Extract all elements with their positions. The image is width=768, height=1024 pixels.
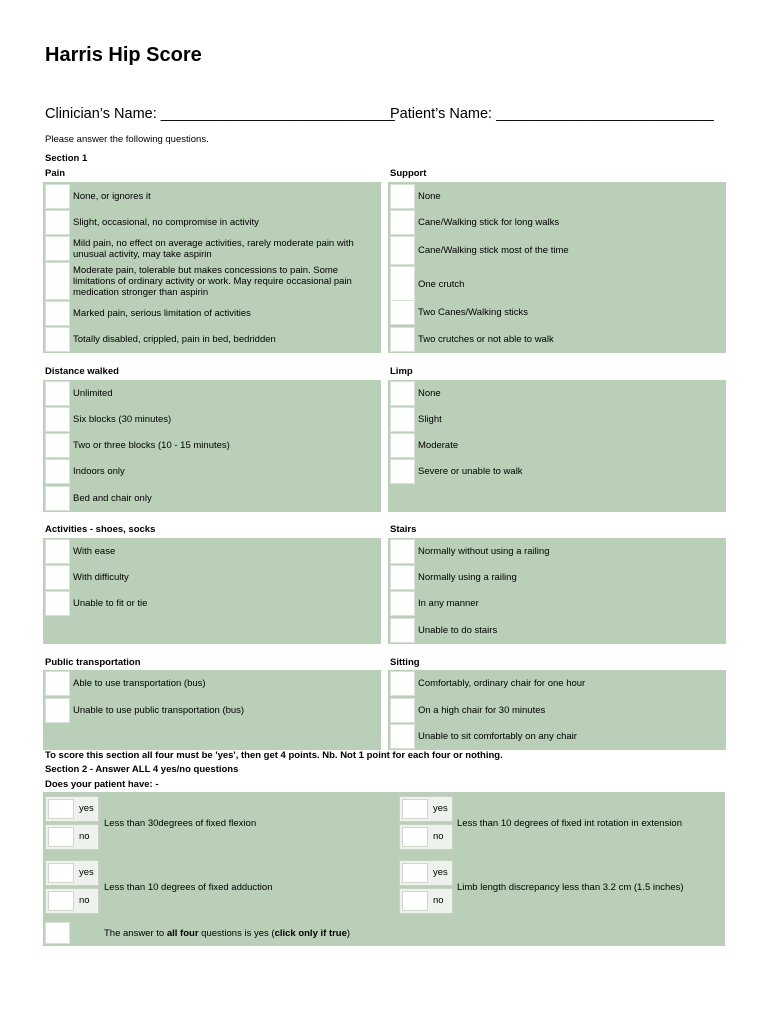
q3-no-option: [45, 888, 99, 914]
q1-yes-checkbox[interactable]: [48, 799, 74, 819]
section-2-heading: Section 2 - Answer ALL 4 yes/no questions: [45, 764, 239, 775]
question-3: Less than 10 degrees of fixed adduction: [104, 882, 273, 893]
pain-option-checkbox[interactable]: [45, 236, 70, 261]
distance-option-row: [43, 433, 381, 458]
stairs-option-row: [388, 618, 726, 643]
limp-heading: Limp: [390, 366, 413, 377]
pain-option-label: Moderate pain, tolerable but makes concessions to pain. Some limitations of ordinary activity or work. May require occasional pain medication stronger than aspirin: [73, 264, 352, 298]
q4-no-checkbox[interactable]: [402, 891, 428, 911]
stairs-option-checkbox[interactable]: [390, 565, 415, 590]
distance-option-checkbox[interactable]: [45, 459, 70, 484]
no-label: no: [433, 895, 444, 906]
q1-no-option: [45, 824, 99, 850]
does-have-text: Does your patient have: -: [45, 779, 159, 790]
distance-option-label: Indoors only: [73, 466, 125, 477]
page-title: Harris Hip Score: [45, 44, 202, 66]
activities-option-checkbox[interactable]: [45, 565, 70, 590]
activities-option-row: [43, 591, 381, 616]
limp-option-label: Severe or unable to walk: [418, 466, 523, 477]
patient-name-field[interactable]: Patient’s Name: ___________________________: [390, 106, 714, 122]
distance-option-row: [43, 381, 381, 406]
q4-no-option: [399, 888, 453, 914]
section-2-panel: [43, 792, 725, 946]
q1-yes-option: [45, 796, 99, 822]
pain-panel: [43, 182, 381, 353]
question-4: Limb length discrepancy less than 3.2 cm (1.5 inches): [457, 882, 684, 893]
stairs-panel: [388, 538, 726, 644]
pain-option-row: [43, 262, 381, 300]
pain-option-checkbox[interactable]: [45, 184, 70, 209]
sitting-option-checkbox[interactable]: [390, 724, 415, 749]
no-label: no: [433, 831, 444, 842]
support-option-row: [388, 184, 726, 209]
stairs-option-label: In any manner: [418, 598, 479, 609]
stairs-option-label: Unable to do stairs: [418, 625, 498, 636]
distance-option-row: [43, 459, 381, 484]
q2-yes-option: [399, 796, 453, 822]
pain-option-row: [43, 184, 381, 209]
support-option-checkbox[interactable]: [390, 327, 415, 352]
q1-no-checkbox[interactable]: [48, 827, 74, 847]
q2-yes-checkbox[interactable]: [402, 799, 428, 819]
sitting-option-label: Unable to sit comfortably on any chair: [418, 731, 577, 742]
limp-option-label: None: [418, 388, 441, 399]
support-option-row: [388, 327, 726, 352]
activities-option-checkbox[interactable]: [45, 591, 70, 616]
yes-label: yes: [433, 803, 448, 814]
distance-option-row: [43, 486, 381, 511]
support-option-label: None: [418, 191, 441, 202]
activities-option-checkbox[interactable]: [45, 539, 70, 564]
support-option-row: [388, 300, 726, 325]
q2-no-checkbox[interactable]: [402, 827, 428, 847]
limp-option-checkbox[interactable]: [390, 407, 415, 432]
support-option-checkbox[interactable]: [390, 266, 415, 303]
limp-option-row: [388, 433, 726, 458]
distance-option-label: Bed and chair only: [73, 493, 152, 504]
activities-panel: [43, 538, 381, 644]
transport-option-row: [43, 698, 381, 723]
support-option-label: Cane/Walking stick most of the time: [418, 245, 569, 256]
transport-heading: Public transportation: [45, 657, 141, 668]
q4-yes-checkbox[interactable]: [402, 863, 428, 883]
distance-option-row: [43, 407, 381, 432]
distance-option-label: Two or three blocks (10 - 15 minutes): [73, 440, 230, 451]
support-option-row: [388, 236, 726, 265]
pain-option-checkbox[interactable]: [45, 262, 70, 300]
q3-no-checkbox[interactable]: [48, 891, 74, 911]
stairs-option-label: Normally without using a railing: [418, 546, 550, 557]
final-mid: questions is yes (: [198, 928, 275, 939]
sitting-option-row: [388, 698, 726, 723]
pain-option-row: [43, 236, 381, 261]
limp-option-checkbox[interactable]: [390, 381, 415, 406]
support-option-checkbox[interactable]: [390, 300, 415, 325]
pain-option-row: [43, 210, 381, 235]
activities-option-row: [43, 539, 381, 564]
clinician-name-field[interactable]: Clinician’s Name: _____________________________: [45, 106, 395, 122]
distance-heading: Distance walked: [45, 366, 119, 377]
sitting-option-checkbox[interactable]: [390, 671, 415, 696]
final-pre: The answer to: [104, 928, 167, 939]
limp-option-row: [388, 459, 726, 484]
activities-option-label: With difficulty: [73, 572, 129, 583]
activities-option-label: With ease: [73, 546, 116, 557]
pain-option-checkbox[interactable]: [45, 210, 70, 235]
section-1-heading: Section 1: [45, 153, 88, 164]
all-four-statement: [104, 928, 350, 939]
stairs-heading: Stairs: [390, 524, 417, 535]
all-four-yes-checkbox[interactable]: [45, 922, 70, 944]
stairs-option-checkbox[interactable]: [390, 618, 415, 643]
transport-option-checkbox[interactable]: [45, 671, 70, 696]
distance-option-checkbox[interactable]: [45, 486, 70, 511]
support-option-checkbox[interactable]: [390, 184, 415, 209]
support-option-label: Two crutches or not able to walk: [418, 334, 554, 345]
stairs-option-row: [388, 539, 726, 564]
sitting-option-label: Comfortably, ordinary chair for one hour: [418, 678, 586, 689]
pain-option-label: None, or ignores it: [73, 191, 151, 202]
pain-heading: Pain: [45, 168, 66, 179]
support-option-row: [388, 266, 726, 303]
limp-option-label: Moderate: [418, 440, 459, 451]
stairs-option-checkbox[interactable]: [390, 539, 415, 564]
transport-panel: [43, 670, 381, 750]
support-option-checkbox[interactable]: [390, 236, 415, 265]
distance-panel: [43, 380, 381, 512]
sitting-heading: Sitting: [390, 657, 420, 668]
support-heading: Support: [390, 168, 427, 179]
yes-label: yes: [433, 867, 448, 878]
distance-option-checkbox[interactable]: [45, 381, 70, 406]
stairs-option-label: Normally using a railing: [418, 572, 517, 583]
limp-option-row: [388, 407, 726, 432]
pain-option-row: [43, 301, 381, 326]
pain-option-label: Marked pain, serious limitation of activities: [73, 308, 251, 319]
no-label: no: [79, 895, 90, 906]
q2-no-option: [399, 824, 453, 850]
final-bold-2: click only if true: [274, 928, 347, 939]
sitting-panel: [388, 670, 726, 750]
question-2: Less than 10 degrees of fixed int rotation in extension: [457, 818, 682, 829]
sitting-option-label: On a high chair for 30 minutes: [418, 705, 546, 716]
final-post: ): [346, 928, 351, 939]
sitting-option-row: [388, 671, 726, 696]
support-option-label: Cane/Walking stick for long walks: [418, 217, 560, 228]
activities-heading: Activities - shoes, socks: [45, 524, 156, 535]
transport-option-checkbox[interactable]: [45, 698, 70, 723]
activities-option-row: [43, 565, 381, 590]
pain-option-label: Totally disabled, crippled, pain in bed, bedridden: [73, 334, 276, 345]
distance-option-label: Six blocks (30 minutes): [73, 414, 172, 425]
q3-yes-checkbox[interactable]: [48, 863, 74, 883]
q3-yes-option: [45, 860, 99, 886]
limp-option-checkbox[interactable]: [390, 433, 415, 458]
transport-option-label: Able to use transportation (bus): [73, 678, 206, 689]
distance-option-checkbox[interactable]: [45, 433, 70, 458]
score-note: To score this section all four must be 'yes', then get 4 points. Nb. Not 1 point for each four or nothing.: [45, 750, 503, 761]
support-option-checkbox[interactable]: [390, 210, 415, 235]
yes-label: yes: [79, 867, 94, 878]
stairs-option-checkbox[interactable]: [390, 591, 415, 616]
support-panel: [388, 182, 726, 353]
transport-option-label: Unable to use public transportation (bus): [73, 705, 245, 716]
stairs-option-row: [388, 565, 726, 590]
q4-yes-option: [399, 860, 453, 886]
limp-option-row: [388, 381, 726, 406]
support-option-row: [388, 210, 726, 235]
limp-panel: [388, 380, 726, 512]
distance-option-checkbox[interactable]: [45, 407, 70, 432]
pain-option-row: [43, 327, 381, 352]
transport-option-row: [43, 671, 381, 696]
pain-option-label: Mild pain, no effect on average activities, rarely moderate pain with unusual activity, may take aspirin: [73, 237, 354, 260]
question-1: Less than 30degrees of fixed flexion: [104, 818, 257, 829]
pain-option-checkbox[interactable]: [45, 327, 70, 352]
limp-option-label: Slight: [418, 414, 442, 425]
intro-text: Please answer the following questions.: [45, 134, 209, 145]
limp-option-checkbox[interactable]: [390, 459, 415, 484]
final-bold-1: all four: [166, 928, 199, 939]
pain-option-label: Slight, occasional, no compromise in activity: [73, 217, 259, 228]
yes-label: yes: [79, 803, 94, 814]
activities-option-label: Unable to fit or tie: [73, 598, 148, 609]
sitting-option-row: [388, 724, 726, 749]
pain-option-checkbox[interactable]: [45, 301, 70, 326]
support-option-label: Two Canes/Walking sticks: [418, 307, 528, 318]
sitting-option-checkbox[interactable]: [390, 698, 415, 723]
no-label: no: [79, 831, 90, 842]
stairs-option-row: [388, 591, 726, 616]
support-option-label: One crutch: [418, 279, 465, 290]
distance-option-label: Unlimited: [73, 388, 113, 399]
